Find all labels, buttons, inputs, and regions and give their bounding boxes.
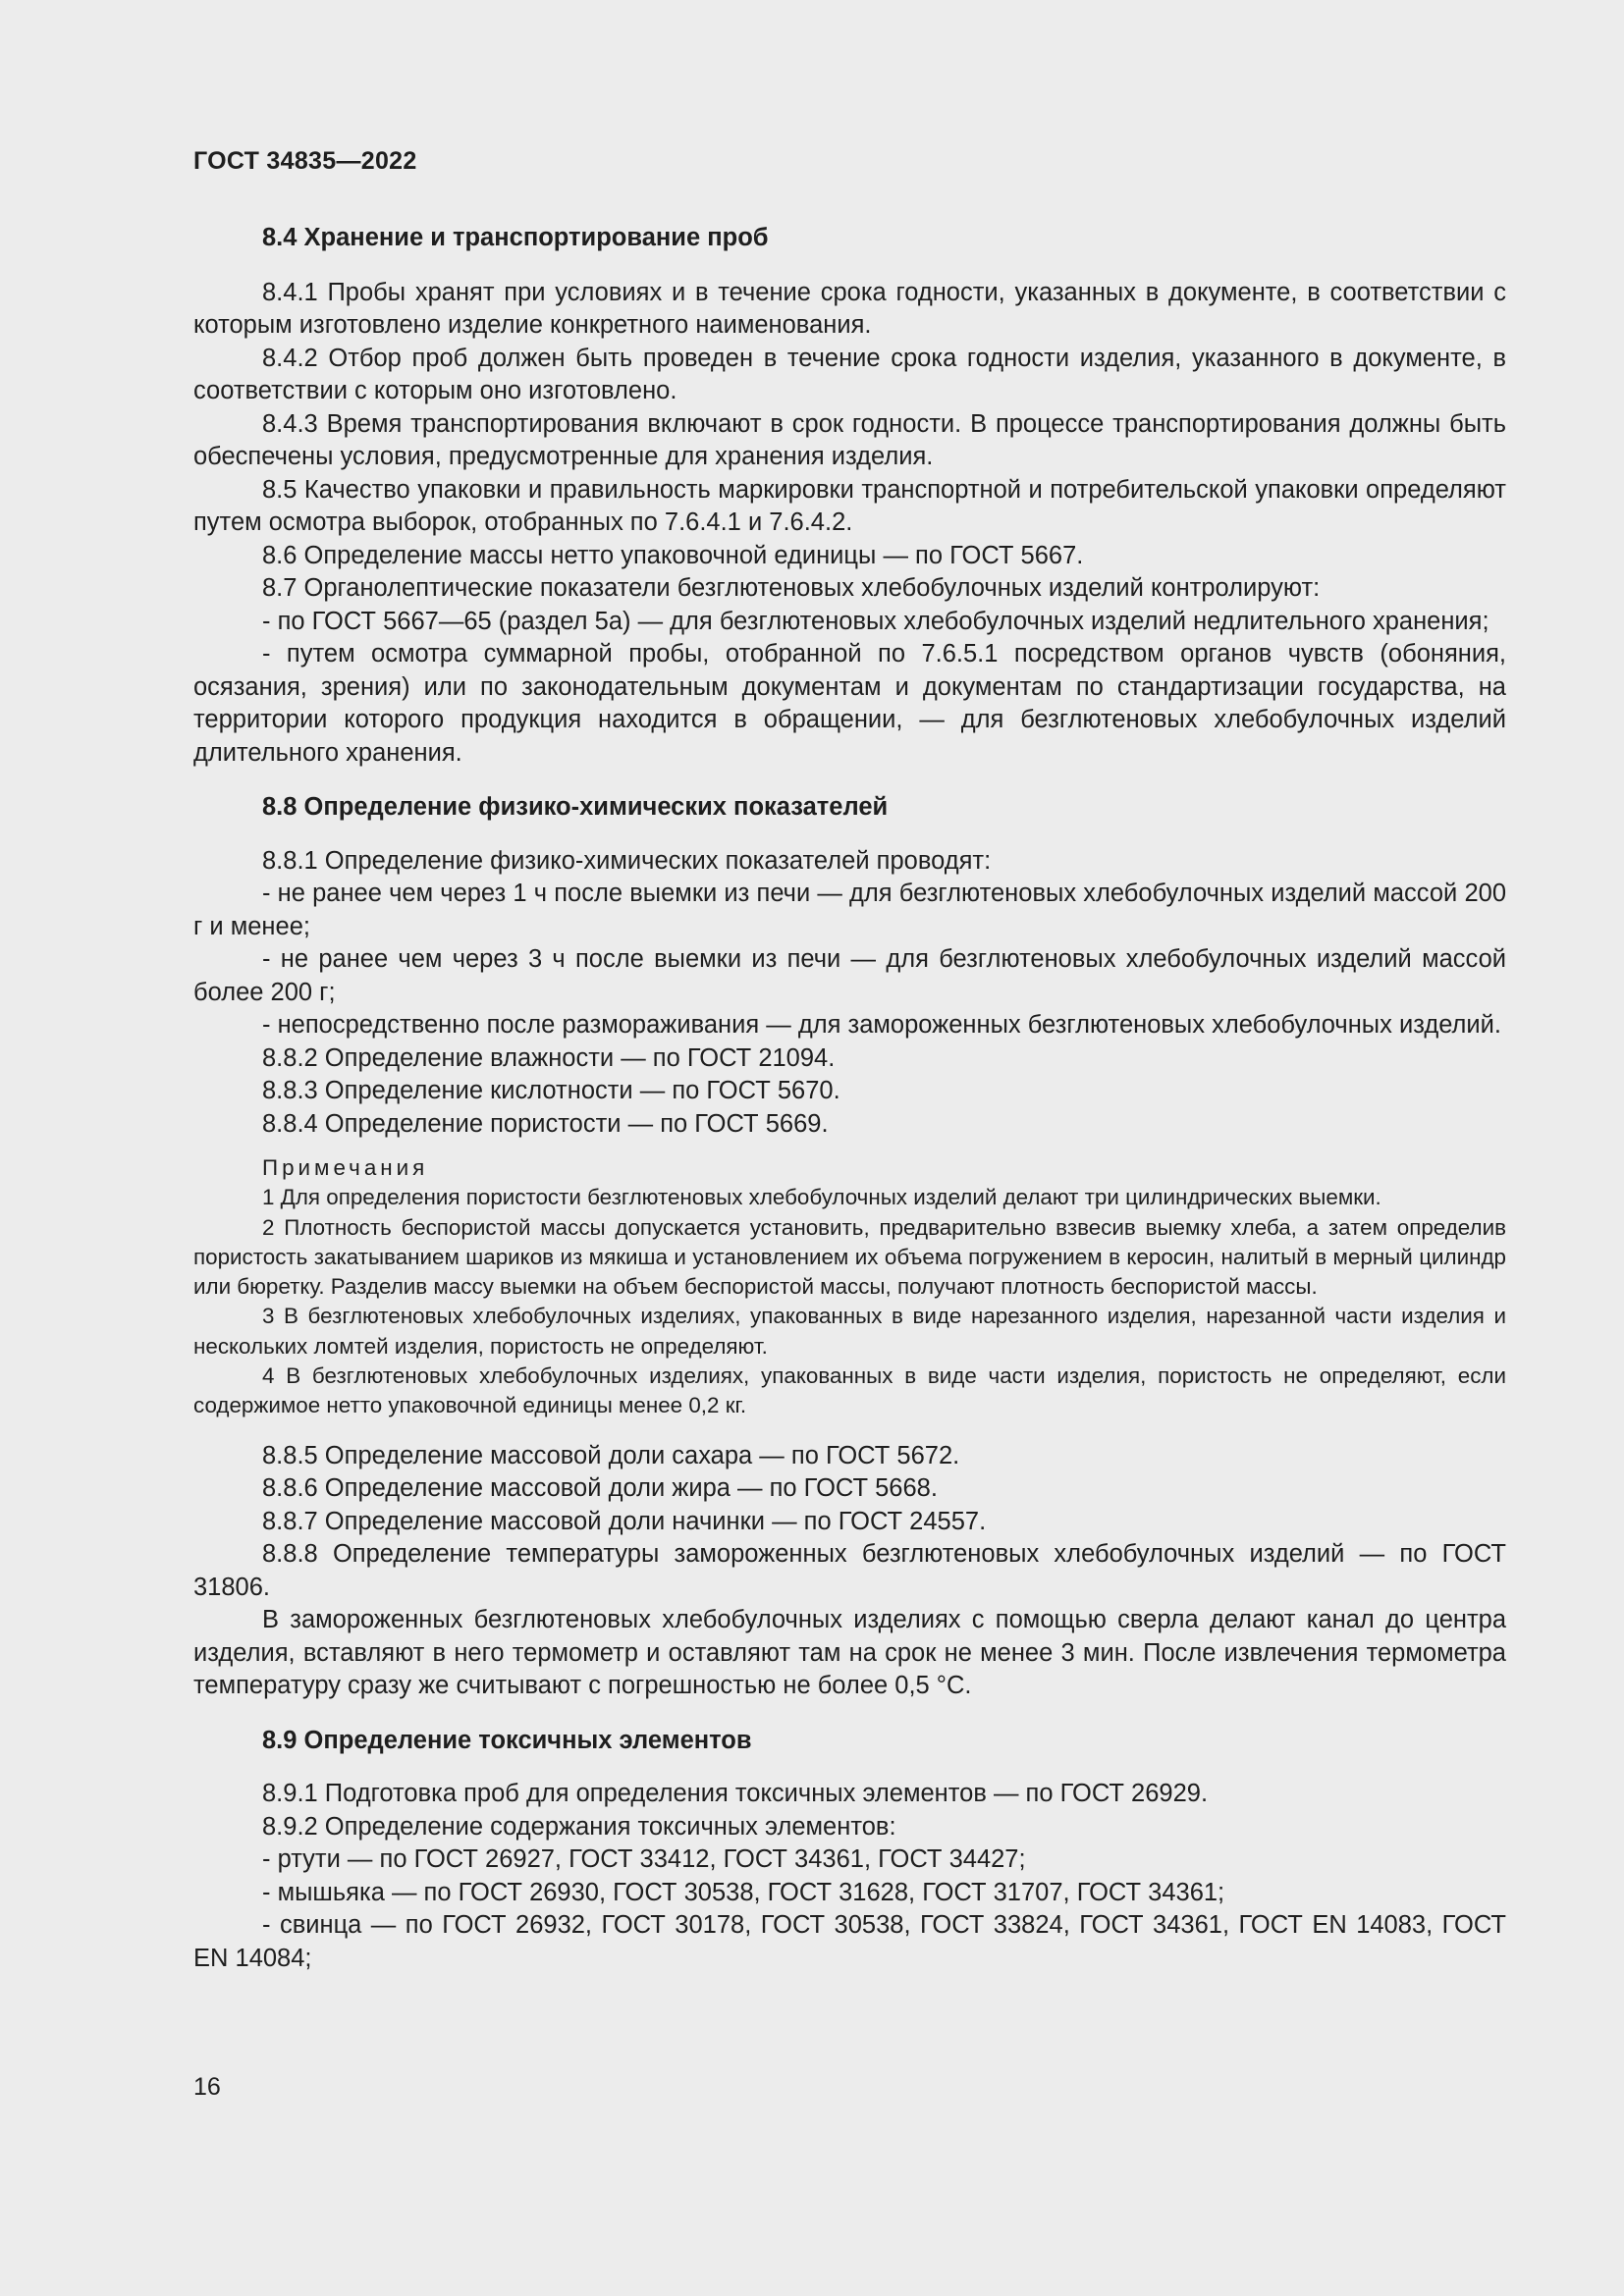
- paragraph-8-8-4: 8.8.4 Определение пористости — по ГОСТ 5669.: [262, 1109, 829, 1138]
- note-4: 4 В безглютеновых хлебобулочных изделиях, упакованных в виде части изделия, пористость не определяют, если содержимое нетто упаковочной единицы менее 0,2 кг.: [193, 1363, 1506, 1418]
- note-1: 1 Для определения пористости безглютеновых хлебобулочных изделий делают три цилиндрических выемки.: [262, 1185, 1381, 1210]
- note-2: 2 Плотность беспористой массы допускается установить, предварительно взвесив выемку хлеба, а затем определив пористость закатыванием шариков из мякиша и установлением их объема погружением в керосин, налитый в мерный цилиндр или бюретку. Разделив массу выемки на объем беспористой массы, получают плотность беспористой массы.: [193, 1214, 1506, 1300]
- list-item-lead: - свинца — по ГОСТ 26932, ГОСТ 30178, ГОСТ 30538, ГОСТ 33824, ГОСТ 34361, ГОСТ EN 14083, ГОСТ EN 14084;: [193, 1911, 1506, 1972]
- section-heading-8-8: 8.8 Определение физико-химических показателей: [262, 793, 889, 821]
- list-item-8-7-b: - путем осмотра суммарной пробы, отобранной по 7.6.5.1 посредством органов чувств (обоняния, осязания, зрения) или по законодательным документам и документам по стандартизации государства, на территории которого продукция находится в обращении, — для безглютеновых хлебобулочных изделий длительного хранения.: [193, 640, 1506, 767]
- paragraph-8-6: 8.6 Определение массы нетто упаковочной единицы — по ГОСТ 5667.: [262, 541, 1084, 569]
- paragraph-8-5: 8.5 Качество упаковки и правильность маркировки транспортной и потребительской упаковки определяют путем осмотра выборок, отобранных по 7.6.4.1 и 7.6.4.2.: [193, 475, 1506, 536]
- notes-title: Примечания: [262, 1155, 429, 1180]
- paragraph-8-4-2: 8.4.2 Отбор проб должен быть проведен в течение срока годности изделия, указанного в документе, в соответствии с которым оно изготовлено.: [193, 344, 1506, 404]
- paragraph-8-8-8: 8.8.8 Определение температуры замороженных безглютеновых хлебобулочных изделий — по ГОСТ 31806.: [193, 1540, 1506, 1601]
- paragraph-8-8-6: 8.8.6 Определение массовой доли жира — по ГОСТ 5668.: [262, 1474, 938, 1503]
- paragraph-8-8-8-procedure: В замороженных безглютеновых хлебобулочных изделиях с помощью сверла делают канал до центра изделия, вставляют в него термометр и оставляют там на срок не менее 3 мин. После извлечения термометра температуру сразу же считывают с погрешностью не более 0,5 °С.: [193, 1606, 1506, 1700]
- page-number: 16: [193, 2073, 221, 2101]
- paragraph-8-4-1: 8.4.1 Пробы хранят при условиях и в течение срока годности, указанных в документе, в соответствии с которым изготовлено изделие конкретного наименования.: [193, 278, 1506, 339]
- section-heading-8-9: 8.9 Определение токсичных элементов: [262, 1726, 752, 1754]
- paragraph-8-8-1: 8.8.1 Определение физико-химических показателей проводят:: [262, 846, 992, 875]
- notes-block: [193, 1153, 1506, 1421]
- paragraph-8-8-5: 8.8.5 Определение массовой доли сахара — по ГОСТ 5672.: [262, 1441, 960, 1469]
- paragraph-8-7: 8.7 Органолептические показатели безглютеновых хлебобулочных изделий контролируют:: [262, 574, 1321, 602]
- list-item-mercury: - ртути — по ГОСТ 26927, ГОСТ 33412, ГОСТ 34361, ГОСТ 34427;: [262, 1845, 1026, 1874]
- paragraph-8-9-2: 8.9.2 Определение содержания токсичных элементов:: [262, 1812, 896, 1841]
- list-item-8-8-1-a: - не ранее чем через 1 ч после выемки из печи — для безглютеновых хлебобулочных изделий массой 200 г и менее;: [193, 880, 1506, 940]
- list-item-8-8-1-b: - не ранее чем через 3 ч после выемки из печи — для безглютеновых хлебобулочных изделий массой более 200 г;: [193, 945, 1506, 1006]
- document-code-header: ГОСТ 34835—2022: [193, 147, 417, 175]
- paragraph-8-8-2: 8.8.2 Определение влажности — по ГОСТ 21094.: [262, 1043, 836, 1072]
- paragraph-8-8-7: 8.8.7 Определение массовой доли начинки — по ГОСТ 24557.: [262, 1507, 987, 1535]
- document-body: [193, 222, 1506, 1975]
- list-item-8-8-1-c: - непосредственно после размораживания — для замороженных безглютеновых хлебобулочных изделий.: [262, 1011, 1502, 1039]
- paragraph-8-8-3: 8.8.3 Определение кислотности — по ГОСТ 5670.: [262, 1077, 840, 1104]
- list-item-8-7-a: - по ГОСТ 5667—65 (раздел 5а) — для безглютеновых хлебобулочных изделий недлительного хранения;: [262, 607, 1489, 635]
- note-3: 3 В безглютеновых хлебобулочных изделиях, упакованных в виде нарезанного изделия, нарезанной части изделия и нескольких ломтей изделия, пористость не определяют.: [193, 1304, 1506, 1359]
- section-heading-8-4: 8.4 Хранение и транспортирование проб: [262, 224, 769, 251]
- list-item-arsenic: - мышьяка — по ГОСТ 26930, ГОСТ 30538, ГОСТ 31628, ГОСТ 31707, ГОСТ 34361;: [262, 1878, 1225, 1906]
- paragraph-8-4-3: 8.4.3 Время транспортирования включают в срок годности. В процессе транспортирования должны быть обеспечены условия, предусмотренные для хранения изделия.: [193, 409, 1506, 470]
- paragraph-8-9-1: 8.9.1 Подготовка проб для определения токсичных элементов — по ГОСТ 26929.: [262, 1780, 1209, 1808]
